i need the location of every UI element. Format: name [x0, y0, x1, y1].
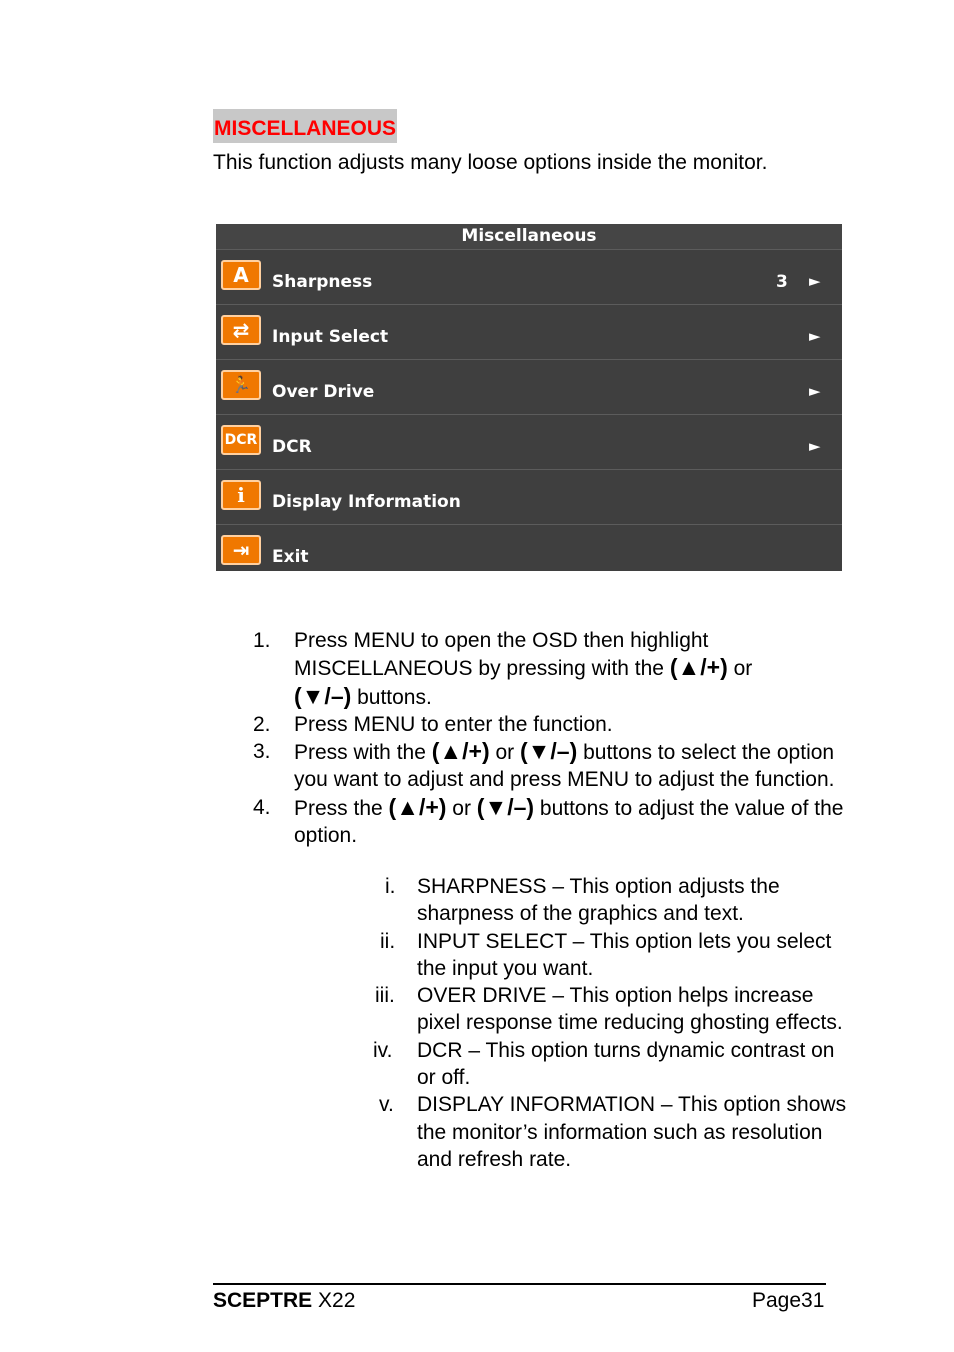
step-text: Press MENU to open the OSD then highlight MISCELLANEOUS by pressing with the — [294, 629, 709, 681]
up-plus-symbol: (▲/+) — [669, 654, 728, 681]
list-item — [253, 738, 853, 794]
step-text: buttons. — [351, 685, 432, 709]
footer-brand — [213, 1289, 355, 1313]
page-number: Page31 — [752, 1289, 825, 1312]
list-item — [253, 794, 853, 850]
osd-item-over-drive[interactable] — [216, 360, 842, 415]
step-text: Press the — [294, 796, 389, 820]
down-minus-symbol: (▼/–) — [519, 738, 578, 765]
step-text: buttons to adjust the value of the option. — [294, 796, 844, 848]
exit-icon: ⇥ — [221, 535, 261, 565]
right-arrow-icon: ► — [809, 437, 821, 455]
right-arrow-icon: ► — [809, 327, 821, 345]
step-text: buttons to select the option you want to adjust and press MENU to adjust the function. — [294, 741, 835, 792]
right-arrow-icon: ► — [809, 382, 821, 400]
step-number: 3. — [253, 740, 271, 764]
list-item — [363, 873, 853, 928]
sub-items-list — [363, 873, 853, 1173]
over-drive-icon: 🏃 — [221, 370, 261, 400]
list-item — [363, 1091, 853, 1173]
osd-item-label: DCR — [272, 437, 312, 457]
osd-item-label: Over Drive — [272, 382, 375, 402]
sub-number: i. — [385, 875, 396, 898]
sub-text: DISPLAY INFORMATION – This option shows the monitor’s information such as resolution and refresh rate. — [417, 1093, 847, 1171]
up-plus-symbol: (▲/+) — [388, 793, 447, 820]
footer-divider — [213, 1283, 826, 1285]
list-item — [253, 627, 853, 711]
brand-name: SCEPTRE — [213, 1289, 313, 1312]
steps-list — [253, 627, 853, 849]
list-item — [363, 982, 853, 1037]
list-item — [363, 1037, 853, 1092]
sub-number: v. — [379, 1093, 394, 1117]
step-number: 2. — [253, 712, 271, 736]
step-text: or — [489, 741, 520, 765]
osd-item-input-select[interactable] — [216, 305, 842, 360]
sub-text: DCR – This option turns dynamic contrast on or off. — [417, 1038, 835, 1090]
down-minus-symbol: (▼/–) — [294, 682, 352, 709]
osd-item-sharpness[interactable] — [216, 250, 842, 305]
list-item — [253, 711, 853, 738]
step-text: Press with the — [294, 741, 432, 765]
step-number: 1. — [253, 629, 271, 652]
sub-number: iii. — [375, 984, 395, 1008]
step-number: 4. — [253, 795, 271, 819]
osd-item-label: Exit — [272, 547, 309, 567]
sub-text: INPUT SELECT – This option lets you select the input you want. — [417, 929, 832, 980]
model-name: X22 — [312, 1289, 356, 1312]
input-select-icon: ⇄ — [221, 315, 261, 345]
osd-item-label: Display Information — [272, 492, 461, 512]
up-plus-symbol: (▲/+) — [431, 738, 490, 765]
osd-item-value: 3 — [776, 272, 788, 292]
osd-item-label: Input Select — [272, 327, 389, 347]
osd-item-dcr[interactable] — [216, 415, 842, 470]
section-heading: MISCELLANEOUS — [213, 109, 397, 143]
step-text: or — [727, 657, 753, 681]
step-text: or — [446, 796, 477, 820]
list-item — [363, 928, 853, 983]
sub-text: OVER DRIVE – This option helps increase pixel response time reducing ghosting effects. — [417, 984, 843, 1035]
osd-item-display-information[interactable] — [216, 470, 842, 525]
osd-title: Miscellaneous — [216, 224, 842, 250]
sharpness-icon: A — [221, 260, 261, 290]
step-text: Press MENU to enter the function. — [294, 712, 613, 736]
osd-item-exit[interactable] — [216, 525, 842, 572]
section-intro: This function adjusts many loose options inside the monitor. — [213, 151, 768, 174]
right-arrow-icon: ► — [809, 272, 821, 290]
sub-number: iv. — [373, 1038, 393, 1062]
osd-menu — [216, 224, 842, 571]
sub-text: SHARPNESS – This option adjusts the sharpness of the graphics and text. — [417, 875, 780, 926]
dcr-icon: DCR — [221, 425, 261, 455]
sub-number: ii. — [380, 929, 396, 953]
info-icon: i — [221, 480, 261, 510]
down-minus-symbol: (▼/–) — [476, 793, 535, 820]
osd-item-label: Sharpness — [272, 272, 373, 292]
